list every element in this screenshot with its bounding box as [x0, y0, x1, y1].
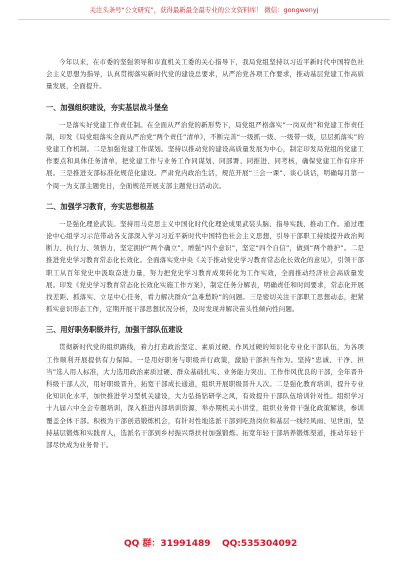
section-3-heading: 三、用好职务职级并行，加强干部队伍建设 — [46, 325, 183, 335]
section-3-paragraph: 贯彻新时代党的组织路线，着力打造政治坚定、素质过硬、作风过硬的知识化专业化干部队伍，为各项工作顺利开展提供有力保障。一是用好职务与职级并行政策，激励干部担当作为。坚持“忠诚、干净、担当”选人用人标准，大力选用政治素质过硬、群众基础扎实、业务能力突出、工作作风优良的干部，全年晋升科级干部人次，用好职级晋升，拓宽干部成长通道，组织开展职级晋升人次。二是强化教育培训，提升专业化知识化水平，加快推进学习型机关建设，大力弘扬钻研学之风，有效提升干部队伍培训针对性。组织学习十九届六中全会专题培训，深入推进内部培训资源，举办期机关小讲堂，组织业务骨干强化政策解读，参训覆盖全体干部。积极为干部创造锻炼机会，有针对性地选派干部到吃劲岗位和基层一线经风雨、见世面，坚持基层锻炼和实践育人，选派名干部到乡村振兴帮扶村加强锻炼。拓宽年轻干部培养锻炼渠道，推动年轻干部尽快成为业务骨干。 — [46, 343, 364, 450]
footer-qq-number: QQ:535304092 — [222, 539, 298, 549]
document-body — [46, 56, 364, 451]
footer-contact — [0, 537, 408, 551]
section-1-paragraph: 一是落实好党建工作责任制。在全面从严治党的新形势下，局党组严格落实“一岗双责”和党建工作责任制，印发《局党组落实全面从严治党“两个责任”清单》，不断完善“一级抓一级、一级带一级，层层抓落实”的党建工作机制。二是加强党建工作谋划。坚持以推动党的建设高质量发展为中心，制定印发局党组的党建工作要点和具体任务清单，把党建工作与业务工作同谋划、同部署、同推进、同考核，确保党建工作有序开展。三是推进支部标准化规范化建设。严肃党内政治生活，规范开展“三会一课”、谈心谈话，明确每月第一个周一为支部主题党日，全面规范开展支部主题党日活动次。 — [46, 120, 364, 190]
banner-text: 关注头条号“公文研究”，获得最新最全最专业的公文资料库！ 微信：gongwenyj — [89, 6, 319, 14]
footer-qq-group: QQ 群：31991489 — [124, 539, 211, 549]
section-2-paragraph: 一是强化理论武装。坚持用马克思主义中国化时代化理论成果武装头脑、指导实践、推动工作。通过理论中心组学习示范带动各支部深入学习习近平新时代中国特色社会主义思想，引导干部职工持续提升政治判断力、执行力、领悟力，坚定拥护“两个确立”，增强“四个意识”，坚定“四个自信”，做到“两个维护”。二是推进党史学习教育常态化长效化。全面落实党中央《关于推动党史学习教育常态化长效化的意见》，引领干部职工从百年党史中汲取奋进力量，努力把党史学习教育成果转化为工作实效，全面推动经济社会高质量发展。印发《党史学习教育常态化长效化实施工作方案》，制定任务分解表，明确责任和时间要求，常态化开展找差距、抓落实、立足中心任务，看力解决群众“急难愁盼”的问题。三是密切关注干部职工思想动态，把紧抓实意识形态工作，定期开展干部思想状况分析，及时发现并解决苗头性倾向性问题。 — [46, 219, 364, 314]
top-banner — [0, 0, 408, 20]
intro-paragraph: 今年以来，在市委的坚强领导和市直机关工委的关心指导下，我局党组坚持以习近平新时代中国特色社会主义思想为指导，认真贯彻落实新时代党的建设总要求，从严治党各项工作要求，推动基层党建工作高质量发展，全面提升。 — [46, 58, 364, 91]
banner-divider — [18, 19, 390, 20]
section-2-heading: 二、加强学习教育，夯实思想根基 — [46, 201, 154, 211]
section-1-heading: 一、加强组织建设，夯实基层战斗堡垒 — [46, 102, 169, 112]
